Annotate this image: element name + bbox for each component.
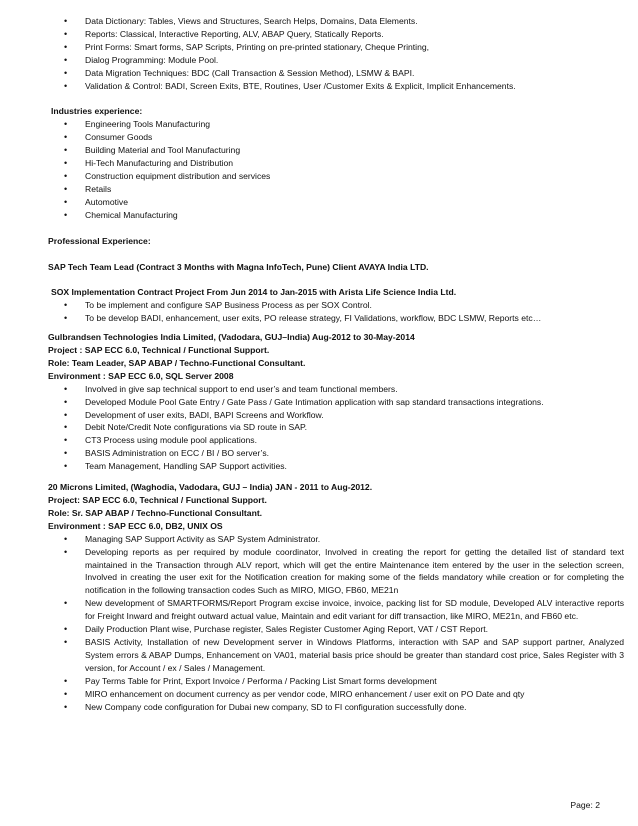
microns-list [0,533,638,714]
list-item: • To be implement and configure SAP Business Process as per SOX Control. [0,299,638,312]
list-item: • MIRO enhancement on document currency as per vendor code, MIRO enhancement / user exit on PO Date and qty [0,688,638,701]
gulbrandsen-heading: Gulbrandsen Technologies India Limited, (Vadodara, GUJ–India) Aug-2012 to 30-May-2014 [48,332,415,343]
list-item: • Building Material and Tool Manufacturing [0,144,638,157]
skills-list [0,15,638,92]
industries-list [0,118,638,221]
gulbrandsen-role: Role: Team Leader, SAP ABAP / Techno-Functional Consultant. [48,357,306,368]
list-item: • Consumer Goods [0,131,638,144]
list-item: • CT3 Process using module pool applications. [0,434,638,447]
list-item: • New Company code configuration for Dubai new company, SD to FI configuration successfully done. [0,701,638,714]
list-item: • Validation & Control: BADI, Screen Exits, BTE, Routines, User /Customer Exits & Explicit, Implicit Enhancements. [0,80,638,93]
sox-heading: SOX Implementation Contract Project From Jun 2014 to Jan-2015 with Arista Life Science India Ltd. [51,287,457,298]
list-item: • Debit Note/Credit Note configurations via SD route in SAP. [0,421,638,434]
list-item: • Dialog Programming: Module Pool. [0,54,638,67]
sox-list [0,299,638,325]
professional-heading: Professional Experience: [48,235,151,246]
gulbrandsen-list [0,383,638,473]
list-item: • Data Migration Techniques: BDC (Call Transaction & Session Method), LSMW & BAPI. [0,67,638,80]
list-item: • Development of user exits, BADI, BAPI Screens and Workflow. [0,409,638,422]
list-item: • BASIS Activity, Installation of new Development server in Windows Platforms, interaction with SAP and SAP support partner, Analyzed System errors & ABAP Dumps, Enhancement on VA01, material basis price should be greater than standard cost price, Sales Register with 3 version, for Account / ex / Sales / Management. [0,636,638,675]
list-item: • Engineering Tools Manufacturing [0,118,638,131]
list-item: • Data Dictionary: Tables, Views and Structures, Search Helps, Domains, Data Elements. [0,15,638,28]
list-item: • Chemical Manufacturing [0,209,638,222]
list-item: • Daily Production Plant wise, Purchase register, Sales Register Customer Aging Report, VAT / CST Report. [0,623,638,636]
list-item: • Developed Module Pool Gate Entry / Gate Pass / Gate Intimation application with sap standard transactions integrations. [0,396,638,409]
list-item: • New development of SMARTFORMS/Report Program excise invoice, invoice, packing list for SD module, Developed ALV interactive reports for Freight Inward and freight outward actual value, Maintain and edit variant for diff transaction, like MIRO, ME21n, and FB60 etc. [0,597,638,623]
list-item: • Managing SAP Support Activity as SAP System Administrator. [0,533,638,546]
list-item: • Automotive [0,196,638,209]
list-item: • Retails [0,183,638,196]
list-item: • Reports: Classical, Interactive Reporting, ALV, ABAP Query, Statically Reports. [0,28,638,41]
job-heading: SAP Tech Team Lead (Contract 3 Months with Magna InfoTech, Pune) Client AVAYA India LTD. [48,261,429,272]
list-item: • Print Forms: Smart forms, SAP Scripts, Printing on pre-printed stationary, Cheque Printing, [0,41,638,54]
list-item: • To be develop BADI, enhancement, user exits, PO release strategy, FI Validations, workflow, BDC LSMW, Reports etc… [0,312,638,325]
microns-heading: 20 Microns Limited, (Waghodia, Vadodara, GUJ – India) JAN - 2011 to Aug-2012. [48,482,373,493]
microns-environment: Environment : SAP ECC 6.0, DB2, UNIX OS [48,520,223,531]
list-item: • Construction equipment distribution and services [0,170,638,183]
list-item: • Developing reports as per required by module coordinator, Involved in creating the report for getting the detailed list of standard text maintained in the Transaction through ALV report, which will get the entire Maintenance item entered by the user in the selection screen, Involved in creating the user exit for the Notification creation for making some of the fields mandatory while creation or for completing the notification in the following transaction codes Such as MIRO, MIGO, FB60, ME21n [0,546,638,598]
industries-heading: Industries experience: [51,106,143,117]
list-item: • Hi-Tech Manufacturing and Distribution [0,157,638,170]
list-item: • Pay Terms Table for Print, Export Invoice / Performa / Packing List Smart forms development [0,675,638,688]
list-item: • Team Management, Handling SAP Support activities. [0,460,638,473]
gulbrandsen-project: Project : SAP ECC 6.0, Technical / Functional Support. [48,345,270,356]
list-item: • Involved in give sap technical support to end user’s and team functional members. [0,383,638,396]
list-item: • BASIS Administration on ECC / BI / BO server’s. [0,447,638,460]
gulbrandsen-environment: Environment : SAP ECC 6.0, SQL Server 2008 [48,370,234,381]
page-number: Page: 2 [570,800,600,810]
microns-project: Project: SAP ECC 6.0, Technical / Functional Support. [48,495,267,505]
microns-role: Role: Sr. SAP ABAP / Techno-Functional Consultant. [48,507,263,518]
